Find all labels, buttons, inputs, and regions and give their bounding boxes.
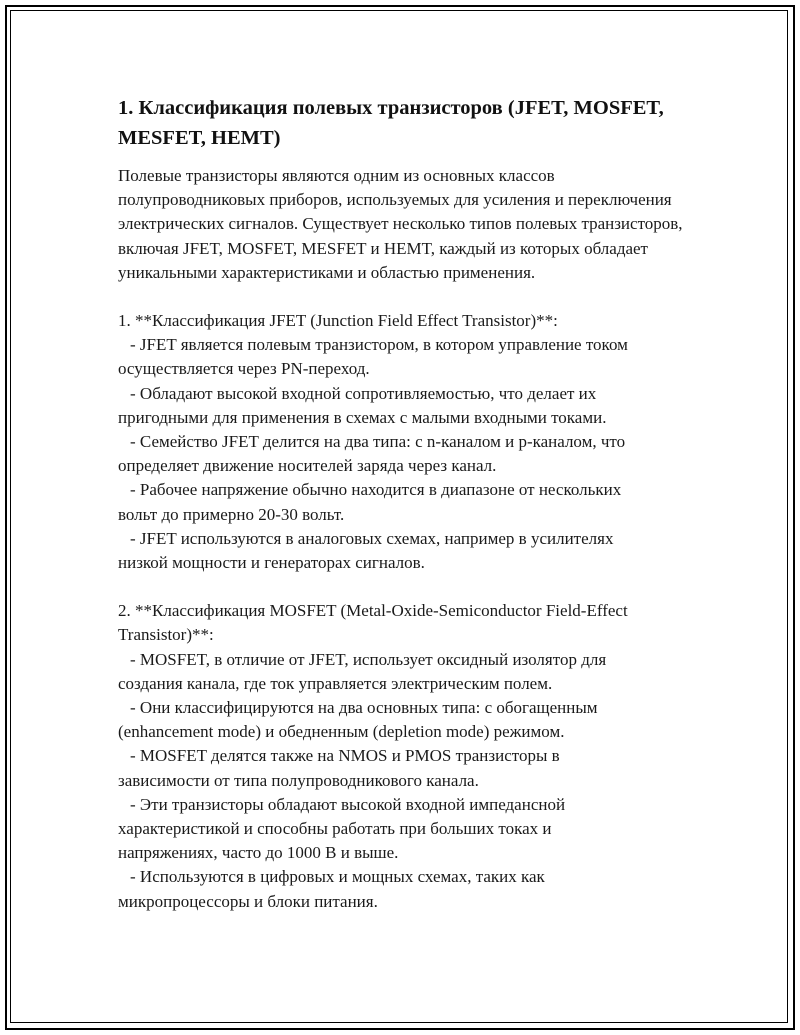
- section-title: 2. **Классификация MOSFET (Metal-Oxide-Semiconductor Field-Effect Transistor)**:: [118, 601, 628, 645]
- bullet-item: - Рабочее напряжение обычно находится в диапазоне от нескольких вольт до примерно 20-30 вольт.: [118, 480, 622, 524]
- bullet-item: - Эти транзисторы обладают высокой входной импедансной характеристикой и способны работать при больших токах и напряжениях, часто до 1000 В и выше.: [118, 794, 566, 863]
- document-heading: 1. Классификация полевых транзисторов (JFET, MOSFET, MESFET, HEMT): [118, 97, 664, 149]
- section-title: 1. **Классификация JFET (Junction Field Effect Transistor)**:: [118, 311, 558, 331]
- bullet-item: - Используются в цифровых и мощных схемах, таких как микропроцессоры и блоки питания.: [118, 867, 545, 911]
- bullet-list: [118, 333, 688, 575]
- bullet-item: - MOSFET делятся также на NMOS и PMOS транзисторы в зависимости от типа полупроводникового канала.: [118, 746, 560, 790]
- bullet-item: - Они классифицируются на два основных типа: с обогащенным (enhancement mode) и обедненным (depletion mode) режимом.: [118, 698, 598, 742]
- document-page: [118, 93, 688, 914]
- bullet-item: - MOSFET, в отличие от JFET, использует оксидный изолятор для создания канала, где ток управляется электрическим полем.: [118, 649, 607, 693]
- intro-paragraph: Полевые транзисторы являются одним из основных классов полупроводниковых приборов, используемых для усиления и переключения электрических сигналов. Существует несколько типов полевых транзисторов, включая JFET, MOSFET, MESFET и HEMT, каждый из которых обладает уникальными характеристиками и областью применения.: [118, 166, 683, 282]
- bullet-list: [118, 648, 688, 914]
- bullet-item: - JFET является полевым транзистором, в котором управление током осуществляется через PN-переход.: [118, 335, 628, 379]
- bullet-item: - JFET используются в аналоговых схемах, например в усилителях низкой мощности и генераторах сигналов.: [118, 528, 614, 573]
- bullet-item: - Обладают высокой входной сопротивляемостью, что делает их пригодными для применения в схемах с малыми входными токами.: [118, 383, 607, 427]
- bullet-item: - Семейство JFET делится на два типа: с n-каналом и p-каналом, что определяет движение носителей заряда через канал.: [118, 432, 626, 476]
- section-mosfet: [118, 599, 688, 914]
- section-jfet: [118, 309, 688, 575]
